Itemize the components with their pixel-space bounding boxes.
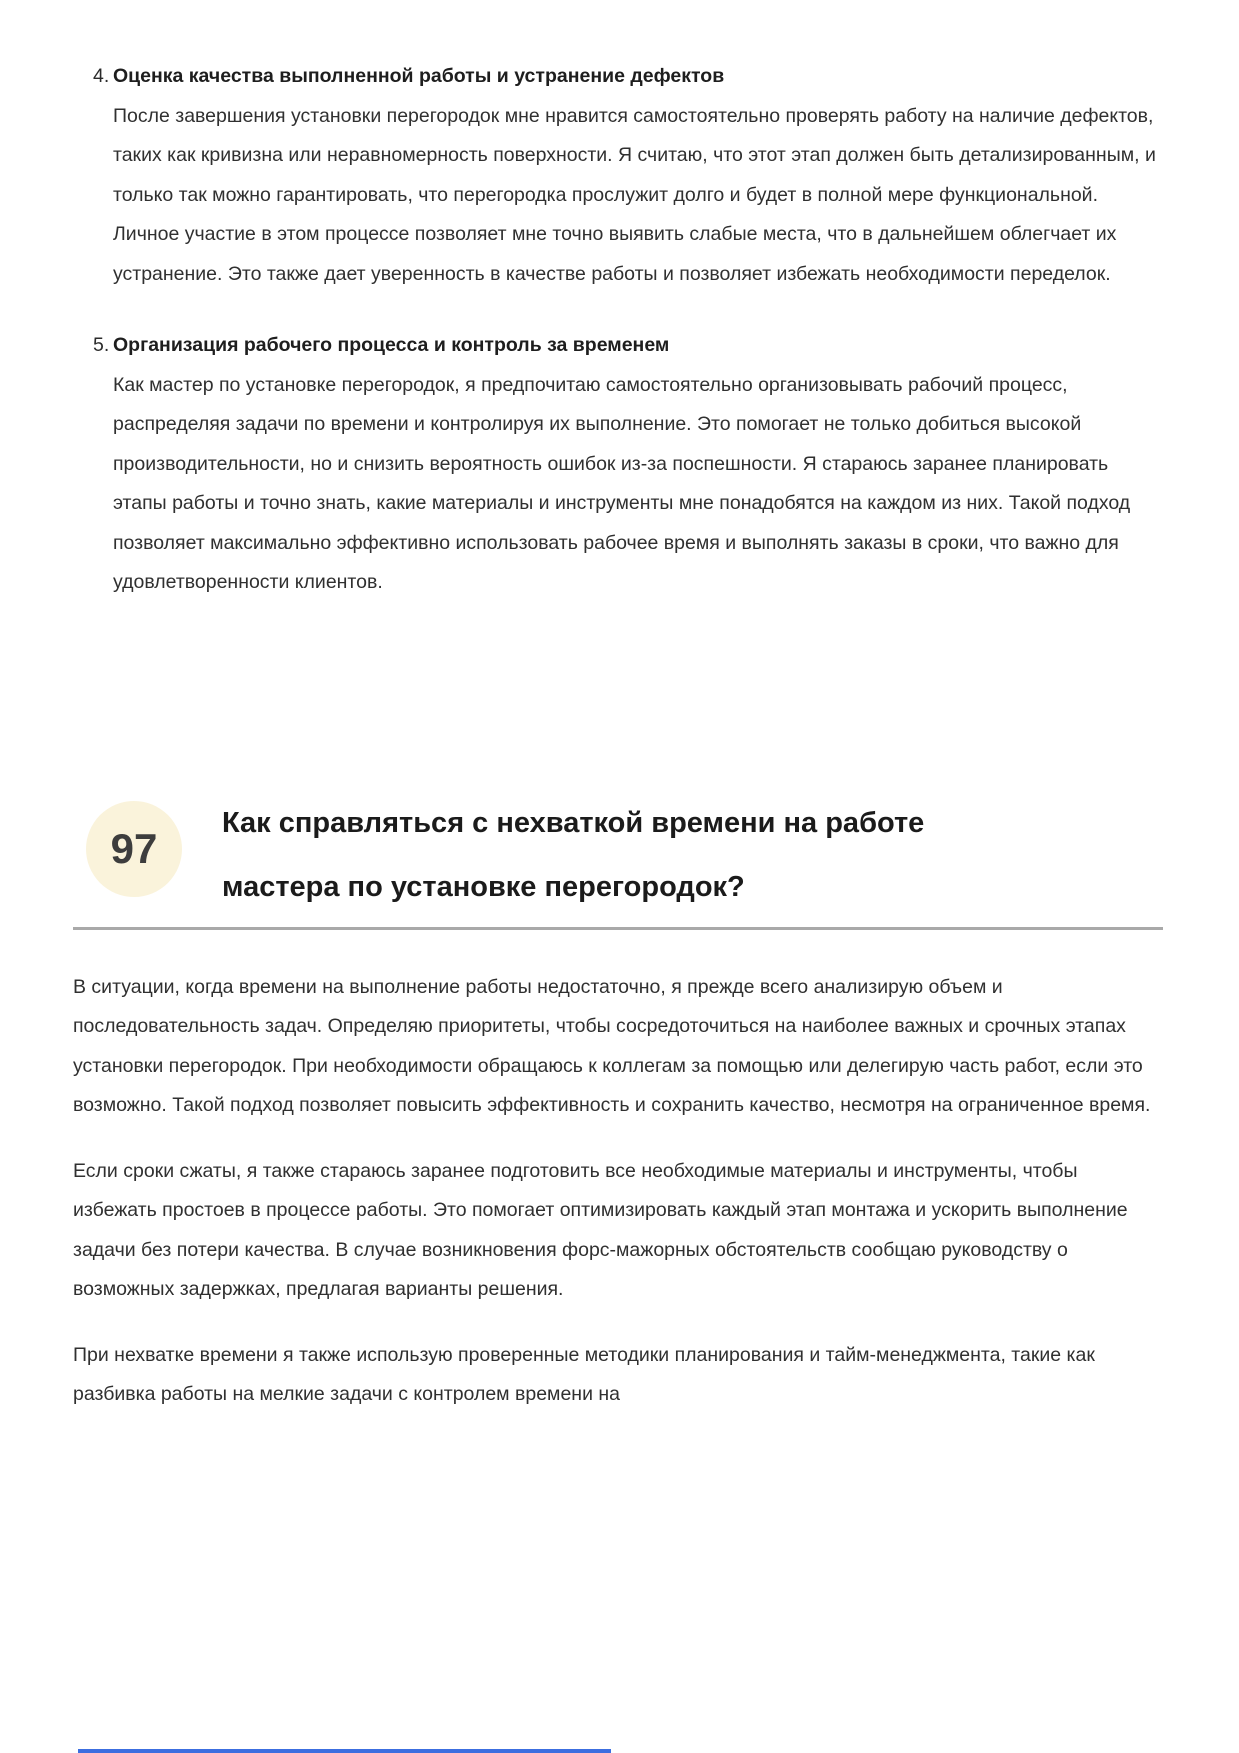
list-item-text bbox=[113, 326, 1163, 603]
answer-text bbox=[73, 968, 1163, 1415]
list-item bbox=[73, 57, 1163, 294]
list-item-title: Организация рабочего процесса и контроль за временем bbox=[113, 334, 670, 356]
numbered-list bbox=[73, 57, 1163, 603]
list-item-number: 4. bbox=[93, 65, 110, 87]
question-title: Как справляться с нехваткой времени на работе мастера по установке перегородок? bbox=[222, 806, 925, 903]
list-item bbox=[73, 326, 1163, 603]
answer-paragraph: При нехватке времени я также использую проверенные методики планирования и тайм-менеджмента, такие как разбивка работы на мелкие задачи с контролем времени на bbox=[73, 1343, 1095, 1405]
section-divider bbox=[73, 927, 1163, 930]
bottom-accent-line bbox=[78, 1749, 611, 1753]
answer-paragraph: В ситуации, когда времени на выполнение работы недостаточно, я прежде всего анализирую объем и последовательность задач. Определяю приоритеты, чтобы сосредоточиться на наиболее важных и срочных этапах установки перегородок. При необходимости обращаюсь к коллегам за помощью или делегирую часть работ, если это возможно. Такой подход позволяет повысить эффективность и сохранить качество, несмотря на ограниченное время. bbox=[73, 975, 1151, 1116]
question-number: 97 bbox=[110, 824, 158, 872]
list-item-body: После завершения установки перегородок мне нравится самостоятельно проверять работу на наличие дефектов, таких как кривизна или неравномерность поверхности. Я считаю, что этот этап должен быть детализированным, и только так можно гарантировать, что перегородка прослужит долго и будет в полной мере функциональной. Личное участие в этом процессе позволяет мне точно выявить слабые места, что в дальнейшем облегчает их устранение. Это также дает уверенность в качестве работы и позволяет избежать необходимости переделок. bbox=[113, 104, 1156, 285]
answer-paragraph: Если сроки сжаты, я также стараюсь заранее подготовить все необходимые материалы и инструменты, чтобы избежать простоев в процессе работы. Это помогает оптимизировать каждый этап монтажа и ускорить выполнение задачи без потери качества. В случае возникновения форс-мажорных обстоятельств сообщаю руководству о возможных задержках, предлагая варианты решения. bbox=[73, 1159, 1128, 1300]
list-item-number: 5. bbox=[93, 334, 110, 356]
question-number-badge bbox=[86, 801, 182, 897]
question-header bbox=[73, 791, 1163, 919]
list-item-title: Оценка качества выполненной работы и устранение дефектов bbox=[113, 65, 725, 87]
list-item-body: Как мастер по установке перегородок, я предпочитаю самостоятельно организовывать рабочий процесс, распределяя задачи по времени и контролируя их выполнение. Это помогает не только добиться высокой производительности, но и снизить вероятность ошибок из-за поспешности. Я стараюсь заранее планировать этапы работы и точно знать, какие материалы и инструменты мне понадобятся на каждом из них. Такой подход позволяет максимально эффективно использовать рабочее время и выполнять заказы в сроки, что важно для удовлетворенности клиентов. bbox=[113, 373, 1131, 593]
list-item-text bbox=[113, 57, 1163, 294]
